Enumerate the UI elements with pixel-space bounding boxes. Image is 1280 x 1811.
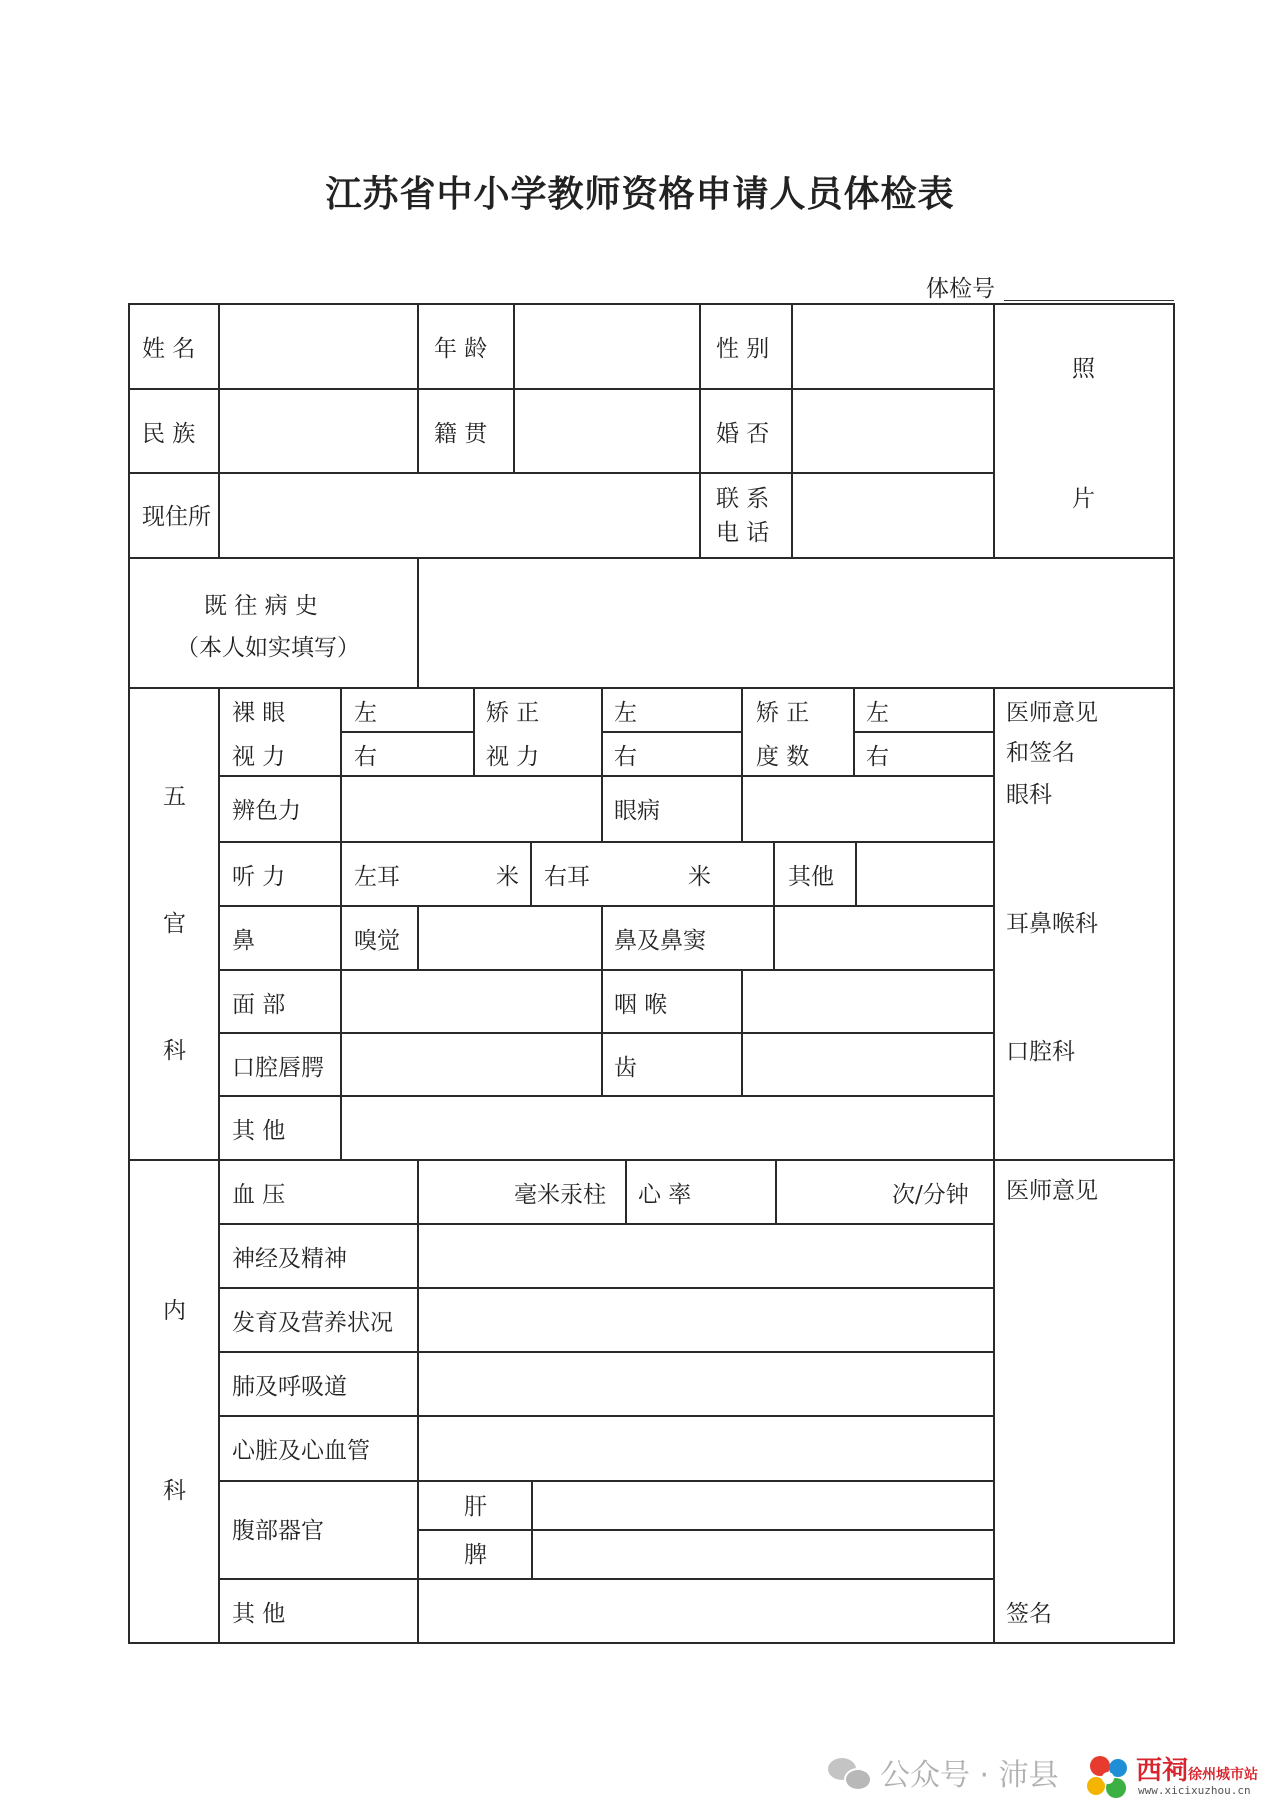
growth-label: 发育及营养状况 — [232, 1310, 393, 1336]
name-input[interactable] — [220, 305, 417, 388]
photo-box[interactable] — [995, 305, 1173, 557]
naked-vision-label-1: 裸 眼 — [232, 700, 286, 726]
phone-label-line2: 电 话 — [716, 520, 770, 546]
sinus-label: 鼻及鼻窦 — [614, 928, 706, 954]
left-ear-label[interactable]: 左耳 — [354, 864, 400, 890]
ophthalmology-label: 眼科 — [1006, 782, 1052, 808]
internal-other-label: 其 他 — [232, 1601, 286, 1627]
medical-history-note: （本人如实填写） — [176, 635, 360, 661]
throat-input[interactable] — [743, 971, 993, 1032]
teeth-label: 齿 — [614, 1055, 637, 1081]
nerve-input[interactable] — [419, 1225, 993, 1287]
marital-status-input[interactable] — [793, 390, 993, 472]
five-senses-other-input[interactable] — [342, 1097, 993, 1159]
lung-input[interactable] — [419, 1353, 993, 1415]
heart-label: 心脏及心血管 — [232, 1438, 370, 1464]
photo-label-bottom: 片 — [1072, 486, 1095, 512]
watermark-text: 公众号 · 沛县 — [880, 1758, 1059, 1793]
photo-label-top: 照 — [1072, 356, 1095, 382]
blood-pressure-label: 血 压 — [232, 1182, 286, 1208]
native-place-input[interactable] — [515, 390, 699, 472]
hearing-label: 听 力 — [232, 864, 286, 890]
address-input[interactable] — [220, 474, 699, 557]
five-senses-char-1: 五 — [163, 784, 186, 810]
medical-history-label: 既 往 病 史 — [204, 593, 318, 619]
heart-input[interactable] — [419, 1417, 993, 1480]
color-vision-label: 辨色力 — [232, 798, 301, 824]
corrected-vision-label-2: 视 力 — [486, 744, 540, 770]
hearing-other-input[interactable] — [857, 843, 993, 905]
nerve-label: 神经及精神 — [232, 1246, 347, 1272]
abdomen-label: 腹部器官 — [232, 1518, 324, 1544]
naked-vision-left[interactable]: 左 — [354, 700, 377, 726]
ethnicity-label: 民 族 — [142, 421, 196, 447]
gender-label: 性 别 — [716, 336, 770, 362]
wechat-watermark — [828, 1750, 1059, 1794]
internal-char-1: 内 — [163, 1298, 186, 1324]
exam-number-label: 体检号 — [926, 276, 995, 302]
correction-degree-left[interactable]: 左 — [866, 700, 889, 726]
eye-disease-label: 眼病 — [614, 798, 660, 824]
phone-label-line1: 联 系 — [716, 486, 770, 512]
color-vision-input[interactable] — [342, 777, 601, 841]
doctor-signature-label: 和签名 — [1006, 740, 1075, 766]
lung-label: 肺及呼吸道 — [232, 1374, 347, 1400]
stomatology-label: 口腔科 — [1006, 1039, 1075, 1065]
ent-label: 耳鼻喉科 — [1006, 911, 1098, 937]
corrected-vision-label-1: 矫 正 — [486, 700, 540, 726]
oral-input[interactable] — [342, 1034, 601, 1095]
corrected-vision-left[interactable]: 左 — [614, 700, 637, 726]
ethnicity-input[interactable] — [220, 390, 417, 472]
growth-input[interactable] — [419, 1289, 993, 1351]
five-senses-char-3: 科 — [163, 1038, 186, 1064]
corrected-vision-right[interactable]: 右 — [614, 744, 637, 770]
face-label: 面 部 — [232, 992, 286, 1018]
doctor-opinion-label: 医师意见 — [1006, 700, 1098, 726]
internal-doctor-opinion-label: 医师意见 — [1006, 1178, 1098, 1204]
form-title: 江苏省中小学教师资格申请人员体检表 — [325, 173, 955, 215]
internal-char-2: 科 — [163, 1478, 186, 1504]
heart-rate-unit[interactable]: 次/分钟 — [892, 1182, 969, 1208]
internal-signature-label: 签名 — [1006, 1601, 1052, 1627]
spleen-input[interactable] — [533, 1531, 993, 1578]
sinus-input[interactable] — [775, 907, 993, 969]
liver-label: 肝 — [464, 1494, 487, 1520]
age-input[interactable] — [515, 305, 699, 388]
teeth-input[interactable] — [743, 1034, 993, 1095]
oral-label: 口腔唇腭 — [232, 1055, 324, 1081]
site-logo-icon — [1082, 1752, 1134, 1804]
five-senses-char-2: 官 — [163, 911, 186, 937]
native-place-label: 籍 贯 — [434, 421, 488, 447]
five-senses-other-label: 其 他 — [232, 1118, 286, 1144]
smell-label: 嗅觉 — [354, 928, 400, 954]
phone-input[interactable] — [793, 474, 993, 557]
correction-degree-right[interactable]: 右 — [866, 744, 889, 770]
internal-doctor-opinion-box[interactable] — [995, 1161, 1173, 1642]
site-logo — [1082, 1748, 1280, 1808]
site-url: www.xicixuzhou.cn — [1138, 1784, 1251, 1797]
liver-input[interactable] — [533, 1482, 993, 1529]
eye-disease-input[interactable] — [743, 777, 993, 841]
address-label: 现住所 — [142, 504, 211, 530]
wechat-icon — [828, 1756, 870, 1788]
correction-degree-label-1: 矫 正 — [756, 700, 810, 726]
hearing-other-label: 其他 — [788, 864, 834, 890]
throat-label: 咽 喉 — [614, 992, 668, 1018]
blood-pressure-unit[interactable]: 毫米汞柱 — [514, 1182, 606, 1208]
medical-history-input[interactable] — [419, 559, 1173, 687]
nose-label: 鼻 — [232, 928, 255, 954]
right-ear-label[interactable]: 右耳 — [544, 864, 590, 890]
naked-vision-right[interactable]: 右 — [354, 744, 377, 770]
marital-status-label: 婚 否 — [716, 421, 770, 447]
smell-input[interactable] — [419, 907, 601, 969]
heart-rate-label: 心 率 — [638, 1182, 692, 1208]
site-name: 西祠徐州城市站 — [1136, 1756, 1259, 1786]
right-ear-unit: 米 — [688, 864, 711, 890]
correction-degree-label-2: 度 数 — [756, 744, 810, 770]
face-input[interactable] — [342, 971, 601, 1032]
age-label: 年 龄 — [434, 336, 488, 362]
naked-vision-label-2: 视 力 — [232, 744, 286, 770]
left-ear-unit: 米 — [496, 864, 519, 890]
spleen-label: 脾 — [464, 1542, 487, 1568]
name-label: 姓 名 — [142, 336, 196, 362]
gender-input[interactable] — [793, 305, 993, 388]
internal-other-input[interactable] — [419, 1580, 993, 1642]
